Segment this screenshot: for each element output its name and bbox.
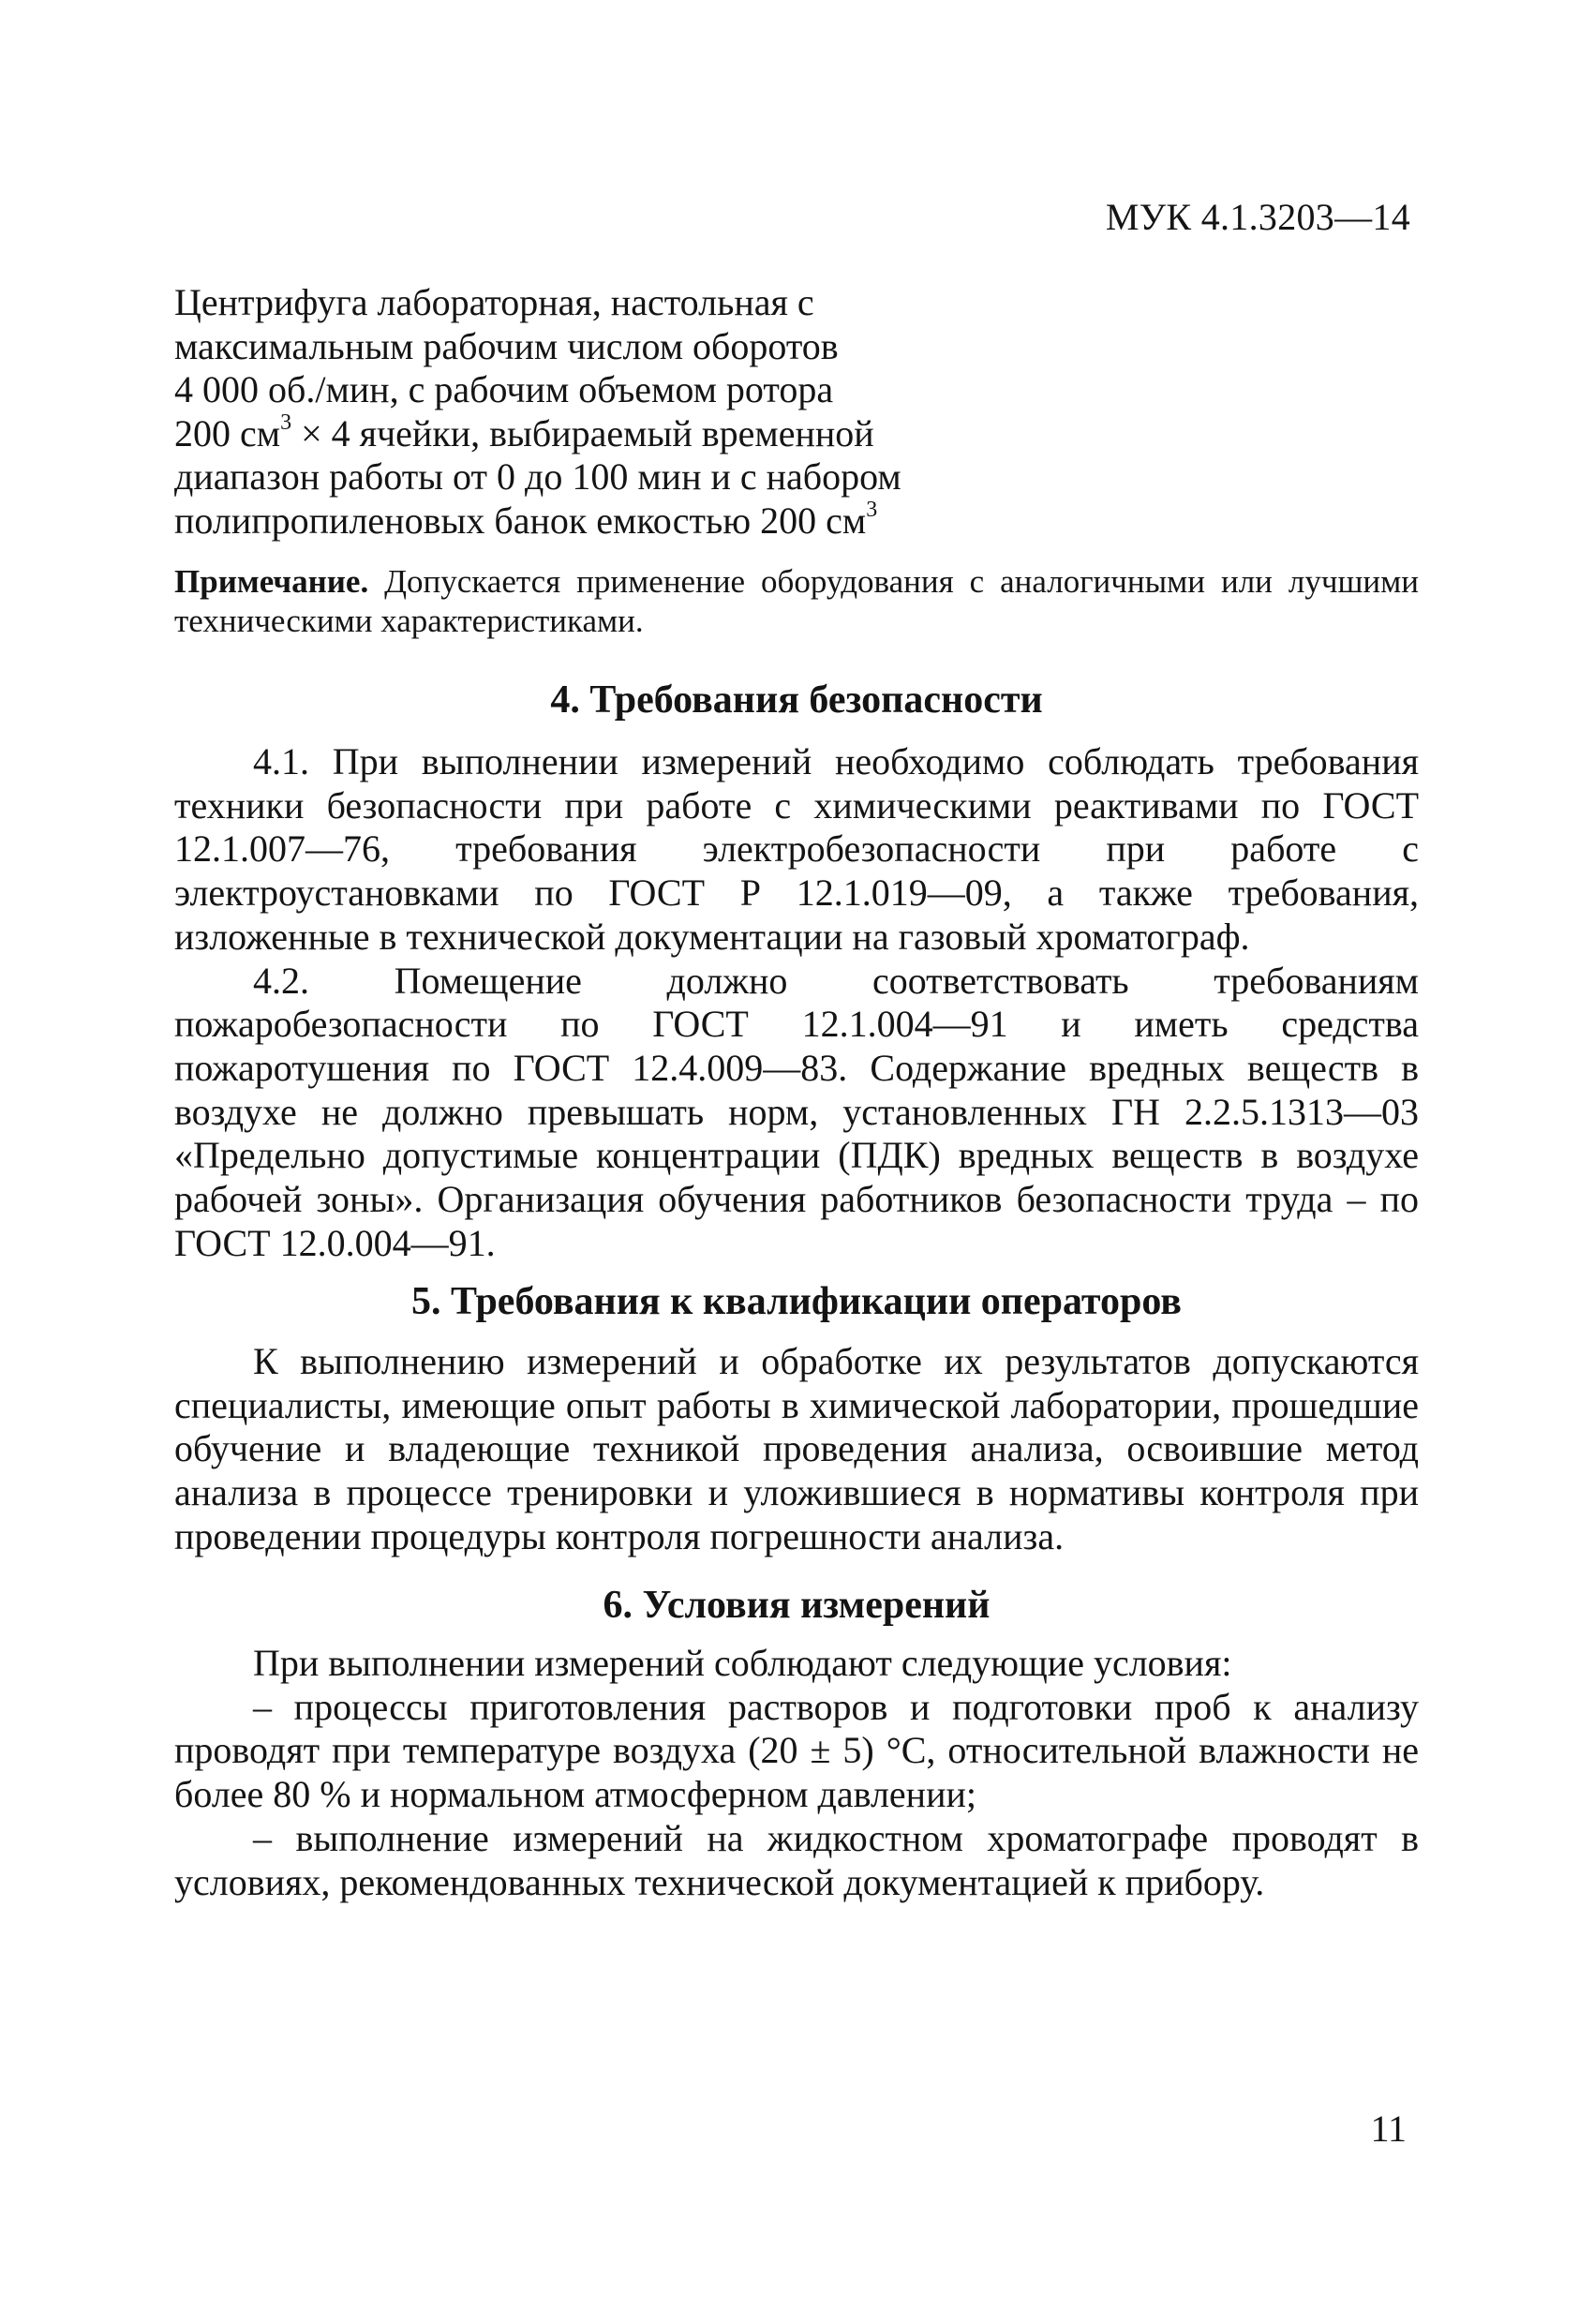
section-body: [174, 1340, 1419, 1559]
paragraph: 4.2. Помещение должно соответствовать требованиям пожаробезопасности по ГОСТ 12.1.004—91 и иметь средства пожаротушения по ГОСТ 12.4.009—83. Содержание вредных веществ в воздухе не должно превышать норм, установленных ГН 2.2.5.1313—03 «Предельно допустимые концентрации (ПДК) вредных веществ в воздухе рабочей зоны». Организация обучения работников безопасности труда – по ГОСТ 12.0.004—91.: [174, 959, 1419, 1264]
section-body: [174, 740, 1419, 1265]
note-text: Допускается применение оборудования с аналогичными или лучшими техническими характеристиками.: [174, 563, 1419, 639]
section-heading: 4. Требования безопасности: [550, 678, 1043, 722]
equipment-line: 4 000 об./мин, с рабочим объемом ротора: [174, 368, 834, 410]
equipment-item: [174, 281, 999, 543]
section-heading: 5. Требования к квалификации операторов: [411, 1280, 1182, 1323]
equipment-line: [174, 499, 999, 544]
note: [174, 562, 1419, 641]
paragraph: – выполнение измерений на жидкостном хроматографе проводят в условиях, рекомендованных технической документацией к прибору.: [174, 1816, 1419, 1903]
section-heading: 6. Условия измерений: [603, 1584, 991, 1627]
equipment-text: × 4 ячейки, выбираемый временной: [291, 411, 874, 454]
paragraph: При выполнении измерений соблюдают следующие условия:: [253, 1642, 1232, 1684]
superscript: 3: [866, 497, 878, 522]
section-body: [174, 1642, 1419, 1904]
equipment-line: диапазон работы от 0 до 100 мин и с набором: [174, 455, 901, 498]
document-code: МУК 4.1.3203—14: [1105, 196, 1410, 238]
equipment-text: полипропиленовых банок емкостью 200 см: [174, 499, 867, 542]
equipment-line: максимальным рабочим числом оборотов: [174, 324, 839, 367]
paragraph: К выполнению измерений и обработке их результатов допускаются специалисты, имеющие опыт работы в химической лаборатории, прошедшие обучение и владеющие техникой проведения анализа, освоившие метод анализа в процессе тренировки и уложившиеся в нормативы контроля при проведении процедуры контроля погрешности анализа.: [174, 1340, 1419, 1557]
paragraph: 4.1. При выполнении измерений необходимо соблюдать требования техники безопасности при работе с химическими реактивами по ГОСТ 12.1.007—76, требования электробезопасности при работе с электроустановками по ГОСТ Р 12.1.019—09, а также требования, изложенные в технической документации на газовый хроматограф.: [174, 740, 1419, 958]
paragraph: – процессы приготовления растворов и подготовки проб к анализу проводят при температуре воздуха (20 ± 5) °С, относительной влажности не более 80 % и нормальном атмосферном давлении;: [174, 1685, 1419, 1816]
note-label: Примечание.: [174, 563, 369, 600]
superscript: 3: [280, 410, 292, 435]
page-number: 11: [1370, 2108, 1407, 2150]
equipment-text: 200 см: [174, 411, 281, 454]
equipment-line: [174, 412, 999, 456]
equipment-line: Центрифуга лабораторная, настольная с: [174, 281, 814, 323]
